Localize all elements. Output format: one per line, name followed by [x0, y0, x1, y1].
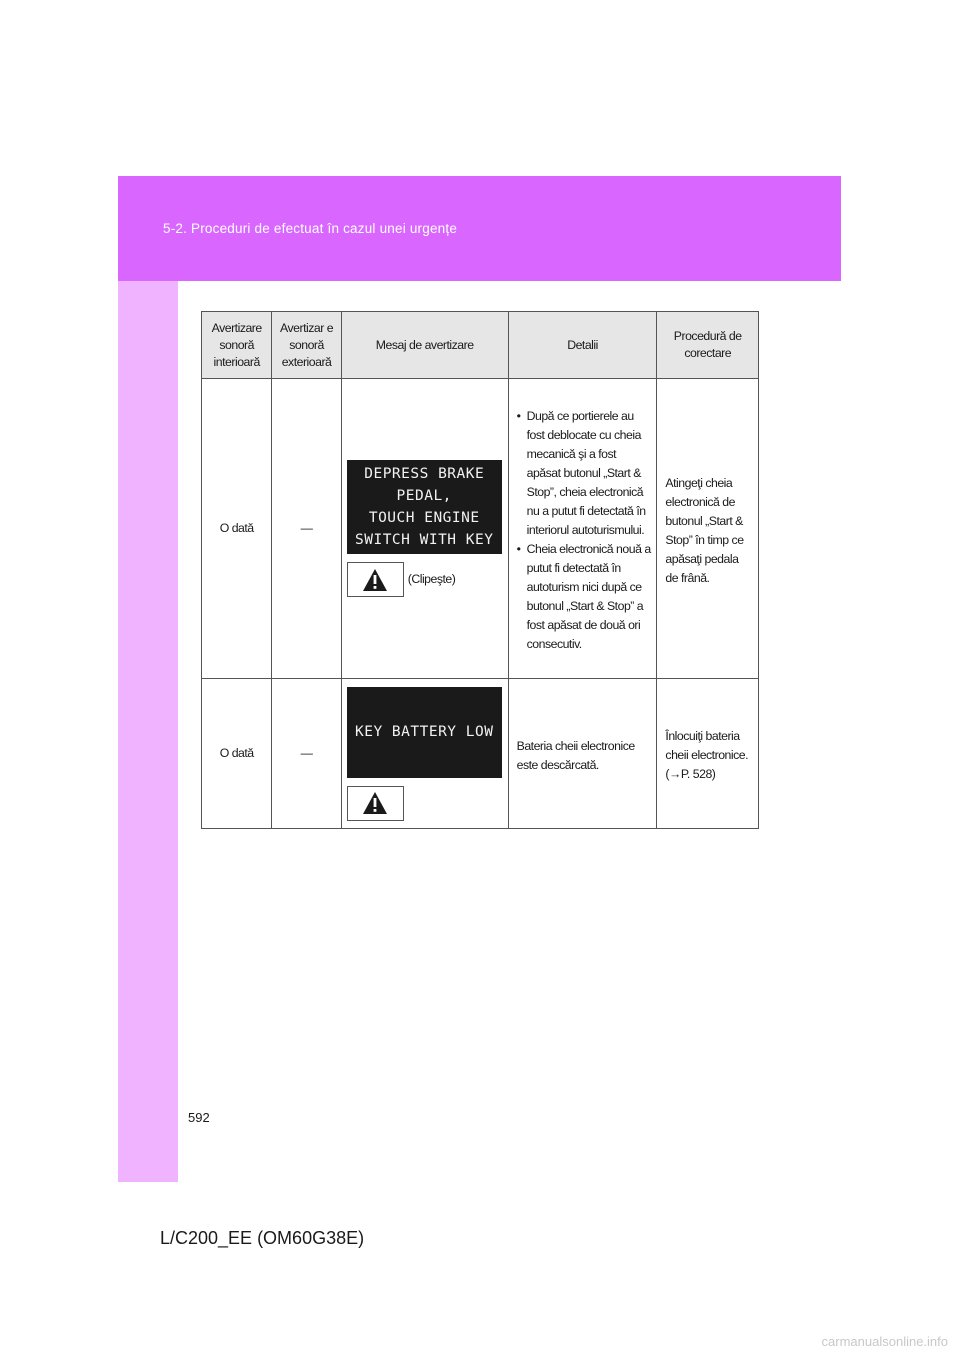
warning-message-cell	[341, 679, 508, 829]
details-list	[509, 399, 657, 658]
header-interior-buzzer: Avertizare sonoră interioară	[202, 312, 272, 379]
footer-code: L/C200_EE (OM60G38E)	[160, 1228, 365, 1248]
flashing-note: (Clipeşte)	[407, 572, 456, 586]
exterior-buzzer-cell: —	[272, 379, 341, 679]
section-title: 5-2. Proceduri de efectuat în cazul unei urgențe	[163, 221, 458, 236]
watermark-text: carmanualsonline.info	[821, 1334, 948, 1349]
lcd-line: DEPRESS BRAKE	[364, 466, 485, 482]
header-correction: Procedură de corectare	[657, 312, 759, 379]
interior-buzzer-cell: O dată	[202, 379, 272, 679]
warning-triangle-icon	[347, 562, 404, 597]
warning-message-cell	[341, 379, 508, 679]
lcd-line: KEY BATTERY LOW	[355, 724, 494, 740]
lcd-line: SWITCH WITH KEY	[355, 532, 494, 548]
page-number: 592	[188, 1110, 210, 1125]
list-item: • După ce portierele au fost deblocate cu cheia mecanică şi a fost apăsat butonul „Start & Stop”, cheia electronică nu a putut fi detectată în interiorul autoturismului.	[517, 407, 653, 540]
lcd-message	[347, 460, 502, 554]
header-warning-message: Mesaj de avertizare	[341, 312, 508, 379]
side-band	[118, 281, 178, 1182]
icon-row	[347, 786, 508, 821]
header-exterior-buzzer: Avertizar e sonoră exterioară	[272, 312, 341, 379]
list-item: • Cheia electronică nouă a putut fi detectată în autoturism nici după ce butonul „Start & Stop” a fost apăsat de două ori consecutiv.	[517, 540, 653, 654]
correction-cell: Înlocuiţi bateria cheii electronice. (→P. 528)	[657, 679, 759, 829]
header-details: Detalii	[508, 312, 657, 379]
lcd-line: TOUCH ENGINE	[368, 510, 480, 526]
details-cell	[508, 379, 657, 679]
warning-table	[201, 311, 759, 829]
lcd-message	[347, 687, 502, 778]
lcd-line: PEDAL,	[396, 488, 452, 504]
correction-cell: Atingeţi cheia electronică de butonul „Start & Stop” în timp ce apăsaţi pedala de frână.	[657, 379, 759, 679]
interior-buzzer-cell: O dată	[202, 679, 272, 829]
table-row	[202, 379, 759, 679]
table-header-row	[202, 312, 759, 379]
table-row	[202, 679, 759, 829]
details-cell: Bateria cheii electronice este descărcată.	[508, 679, 657, 829]
warning-triangle-icon	[347, 786, 404, 821]
icon-row	[347, 562, 508, 597]
exterior-buzzer-cell: —	[272, 679, 341, 829]
